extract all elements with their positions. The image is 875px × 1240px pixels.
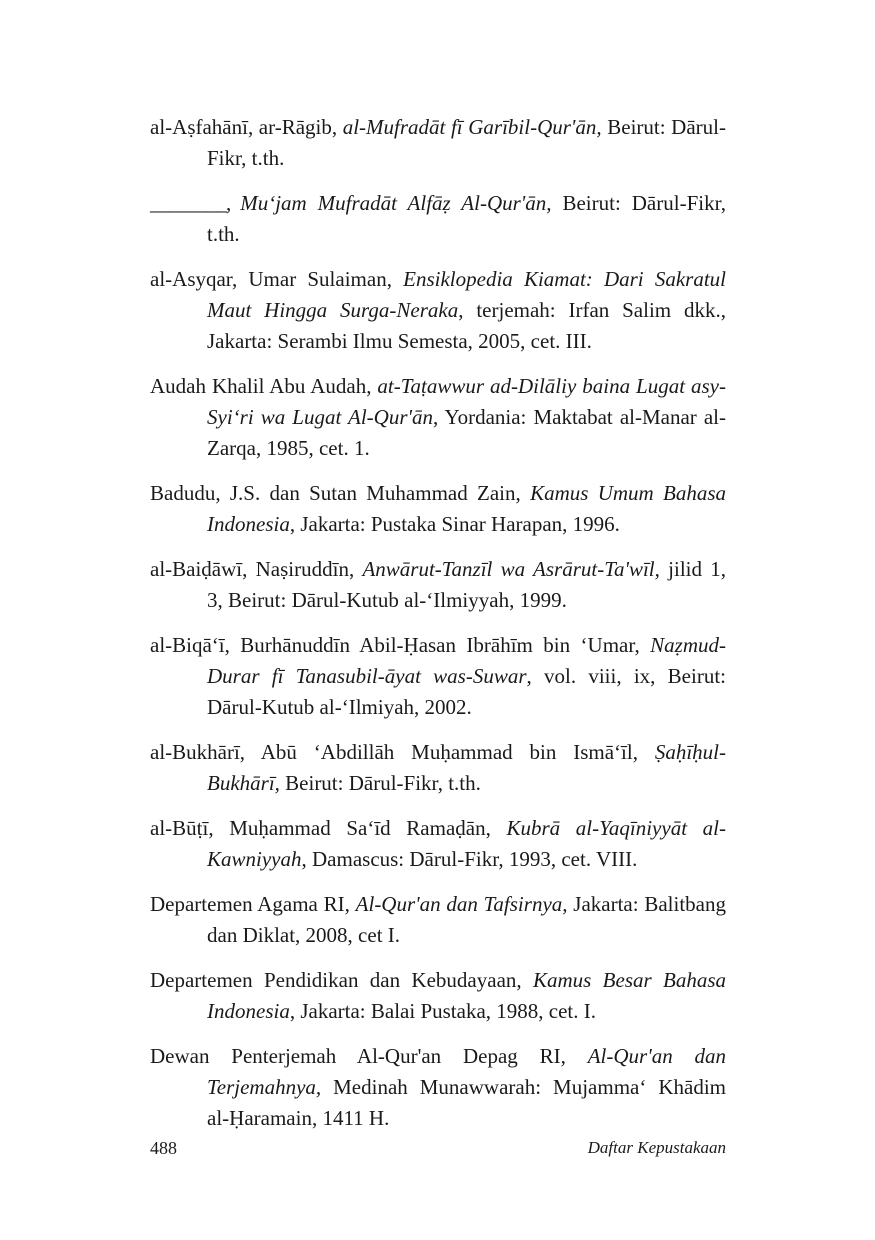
entry-title: at-Taṭawwur ad-Dilāliy baina Lugat asy-Syi‘ri wa Lugat Al-Qur'ān xyxy=(207,374,726,429)
entry-publication: Beirut: Dārul-Fikr, t.th. xyxy=(207,191,726,246)
entry-title: Ensiklopedia Kiamat: Dari Sakratul Maut Hingga Surga-Neraka xyxy=(207,267,726,322)
entry-publication: , Jakarta: Balai Pustaka, 1988, cet. I. xyxy=(289,999,596,1023)
entry-title: Al-Qur'an dan Tafsirnya, xyxy=(355,892,568,916)
bib-entry xyxy=(150,112,726,174)
entry-author: Audah Khalil Abu Audah, xyxy=(150,374,378,398)
entry-publication: jilid 1, 3, Beirut: Dārul-Kutub al-‘Ilmiyyah, 1999. xyxy=(207,557,726,612)
bib-entry xyxy=(150,264,726,357)
bib-entry xyxy=(150,1041,726,1134)
bib-entry xyxy=(150,371,726,464)
entry-publication: Medinah Munawwarah: Mujamma‘ Khādim al-Ḥaramain, 1411 H. xyxy=(207,1075,726,1130)
entry-title: Anwārut-Tanzīl wa Asrārut-Ta'wīl, xyxy=(362,557,660,581)
entry-publication: , Yordania: Maktabat al-Manar al-Zarqa, 1985, cet. 1. xyxy=(207,405,726,460)
entry-title: Kubrā al-Yaqīniyyāt al-Kawniyyah xyxy=(207,816,726,871)
entry-author: al-Baiḍāwī, Naṣiruddīn, xyxy=(150,557,363,581)
running-title: Daftar Kepustakaan xyxy=(587,1138,726,1157)
entry-title: Mu‘jam Mufradāt Alfāẓ Al-Qur'ān, xyxy=(240,191,552,215)
entry-title: Al-Qur'an dan Terjemahnya, xyxy=(207,1044,727,1099)
bib-entry xyxy=(150,630,726,723)
entry-publication: Beirut: Dārul-Fikr, t.th. xyxy=(207,115,726,170)
entry-publication: Beirut: Dārul-Fikr, t.th. xyxy=(279,771,481,795)
entry-publication: Jakarta: Balitbang dan Diklat, 2008, cet I. xyxy=(207,892,727,947)
entry-author: Dewan Penterjemah Al-Qur'an Depag RI, xyxy=(150,1044,588,1068)
entry-author: al-Asyqar, Umar Sulaiman, xyxy=(150,267,404,291)
page-footer xyxy=(150,1138,726,1162)
entry-title: Naẓmud-Durar fī Tanasubil-āyat was-Suwar xyxy=(207,633,726,688)
entry-title: al-Mufradāt fī Garībil-Qur'ān, xyxy=(342,115,602,139)
bib-entry xyxy=(150,813,726,875)
bib-entry xyxy=(150,554,726,616)
entry-author: al-Bukhārī, Abū ‘Abdillāh Muḥammad bin Ismā‘īl, xyxy=(150,740,655,764)
bib-entry xyxy=(150,965,726,1027)
entry-title: Kamus Besar Bahasa Indonesia xyxy=(207,968,726,1023)
entry-author: al-Būṭī, Muḥammad Sa‘īd Ramaḍān, xyxy=(150,816,507,840)
bib-entry xyxy=(150,737,726,799)
bibliography-list xyxy=(150,112,726,1148)
page-number: 488 xyxy=(150,1138,177,1158)
entry-title: Kamus Umum Bahasa Indonesia xyxy=(207,481,726,536)
bib-entry xyxy=(150,188,726,250)
entry-publication: , vol. viii, ix, Beirut: Dārul-Kutub al-‘Ilmiyah, 2002. xyxy=(207,664,726,719)
entry-author: al-Aṣfahānī, ar-Rāgib, xyxy=(150,115,343,139)
entry-publication: , Damascus: Dārul-Fikr, 1993, cet. VIII. xyxy=(301,847,638,871)
entry-publication: , terjemah: Irfan Salim dkk., Jakarta: Serambi Ilmu Semesta, 2005, cet. III. xyxy=(207,298,726,353)
entry-author: al-Biqā‘ī, Burhānuddīn Abil-Ḥasan Ibrāhīm bin ‘Umar, xyxy=(150,633,651,657)
entry-author: ________, xyxy=(150,191,241,215)
entry-author: Departemen Agama RI, xyxy=(150,892,356,916)
bib-entry xyxy=(150,478,726,540)
entry-author: Badudu, J.S. dan Sutan Muhammad Zain, xyxy=(150,481,531,505)
entry-author: Departemen Pendidikan dan Kebudayaan, xyxy=(150,968,533,992)
entry-title: Ṣaḥīḥul-Bukhārī, xyxy=(207,740,726,795)
entry-publication: , Jakarta: Pustaka Sinar Harapan, 1996. xyxy=(289,512,620,536)
bib-entry xyxy=(150,889,726,951)
